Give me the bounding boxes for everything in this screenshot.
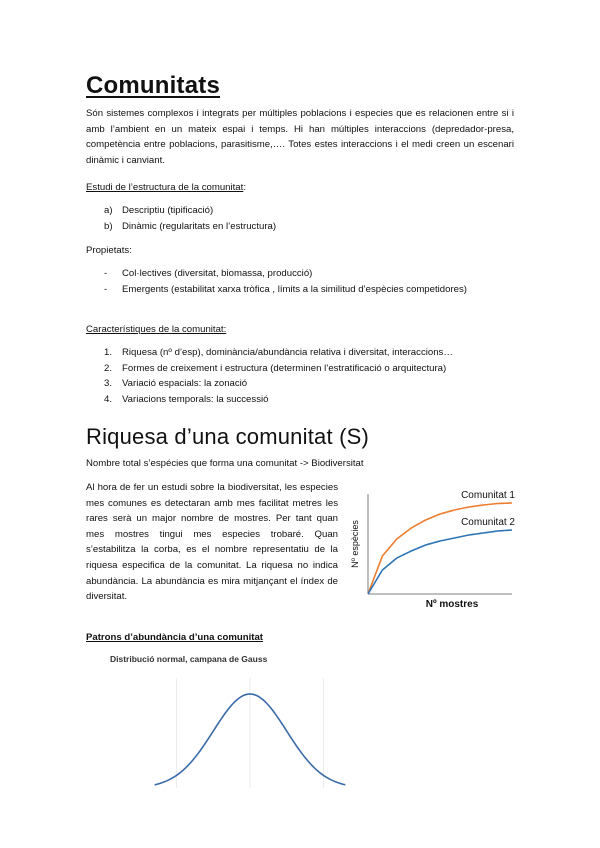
list-item (104, 376, 514, 392)
y-axis-label: Nº espècies (350, 520, 360, 568)
study-heading (86, 180, 246, 196)
list-item-text: Dinàmic (regularitats en l’estructura) (122, 220, 277, 232)
list-marker: - (104, 283, 108, 295)
properties-list (104, 266, 514, 297)
list-item (104, 203, 514, 219)
list-item (104, 282, 514, 298)
list-item (104, 219, 514, 235)
chart-labels-group (110, 654, 268, 664)
characteristics-heading: Característiques de la comunitat: (86, 324, 227, 335)
richness-paragraph: Al hora de fer un estudi sobre la biodiversitat, les especies mes comunes es detectaran amb mes facilitat metres les rares serà un major nombre de mostres. Per tant quan mes mostres tingui mes especies trobaré. Quan s’estabilitza la corba, es el nombre representatiu de la riquesa especifica de la comunitat. La riquesa no indica abundància. La abundància es mira mitjançant el índex de diversitat. (86, 482, 338, 603)
properties-heading: Propietats: (86, 245, 132, 256)
list-marker: 1. (104, 347, 113, 358)
richness-definition: Nombre total s’espécies que forma una comunitat -> Biodiversitat (86, 458, 364, 469)
page-title: Comunitats (86, 72, 220, 99)
characteristics-list (104, 345, 514, 408)
series-line-2 (368, 530, 512, 594)
list-item-text: Formes de creixement i estructura (determinen l’estratificació o arquitectura) (122, 362, 447, 374)
list-marker: 4. (104, 394, 113, 406)
list-marker: b) (104, 220, 113, 232)
intro-paragraph: Són sistemes complexos i integrats per múltiples poblacions i especies que es relacionen entre si i amb l’ambient en un mateix espai i temps. Hi han múltiples interaccions (depredador-presa, competència entre poblacions, parasitisme,…. Totes estes interaccions i el medi creen un escenari dinàmic i canviant. (86, 108, 514, 166)
list-marker: 3. (104, 378, 113, 390)
list-item (104, 392, 514, 408)
list-item (104, 345, 514, 361)
list-item-text: Col·lectives (diversitat, biomassa, producció) (122, 268, 313, 279)
list-marker: 2. (104, 362, 113, 374)
list-item-text: Riquesa (nº d’esp), dominància/abundància relativa i diversitat, interaccions… (122, 347, 453, 358)
list-item (104, 361, 514, 377)
patterns-heading: Patrons d’abundància d’una comunitat (86, 632, 263, 643)
list-marker: - (104, 268, 108, 279)
list-marker: a) (104, 205, 113, 216)
x-axis-label: Nº mostres (425, 599, 479, 610)
gauss-chart-title: Distribució normal, campana de Gauss (110, 654, 268, 664)
section-title-richness: Riquesa d’una comunitat (S) (86, 424, 369, 449)
list-item-text: Variació espacials: la zonació (122, 378, 248, 390)
chart-labels-group (350, 490, 515, 610)
gauss-distribution-chart (110, 648, 370, 796)
chart-axes (368, 494, 512, 594)
list-item-text: Descriptiu (tipificació) (122, 205, 214, 216)
species-accumulation-chart (344, 490, 520, 618)
list-item-text: Emergents (estabilitat xarxa tròfica , límits a la similitud d’espècies competidores) (122, 283, 467, 295)
list-item-text: Variacions temporals: la successió (122, 394, 269, 406)
study-heading-colon: : (243, 182, 246, 193)
study-list (104, 203, 514, 234)
series-label-1: Comunitat 1 (461, 490, 515, 501)
list-item (104, 266, 514, 282)
series-label-2: Comunitat 2 (461, 517, 515, 528)
study-heading-text: Estudi de l’estructura de la comunitat (86, 182, 244, 193)
